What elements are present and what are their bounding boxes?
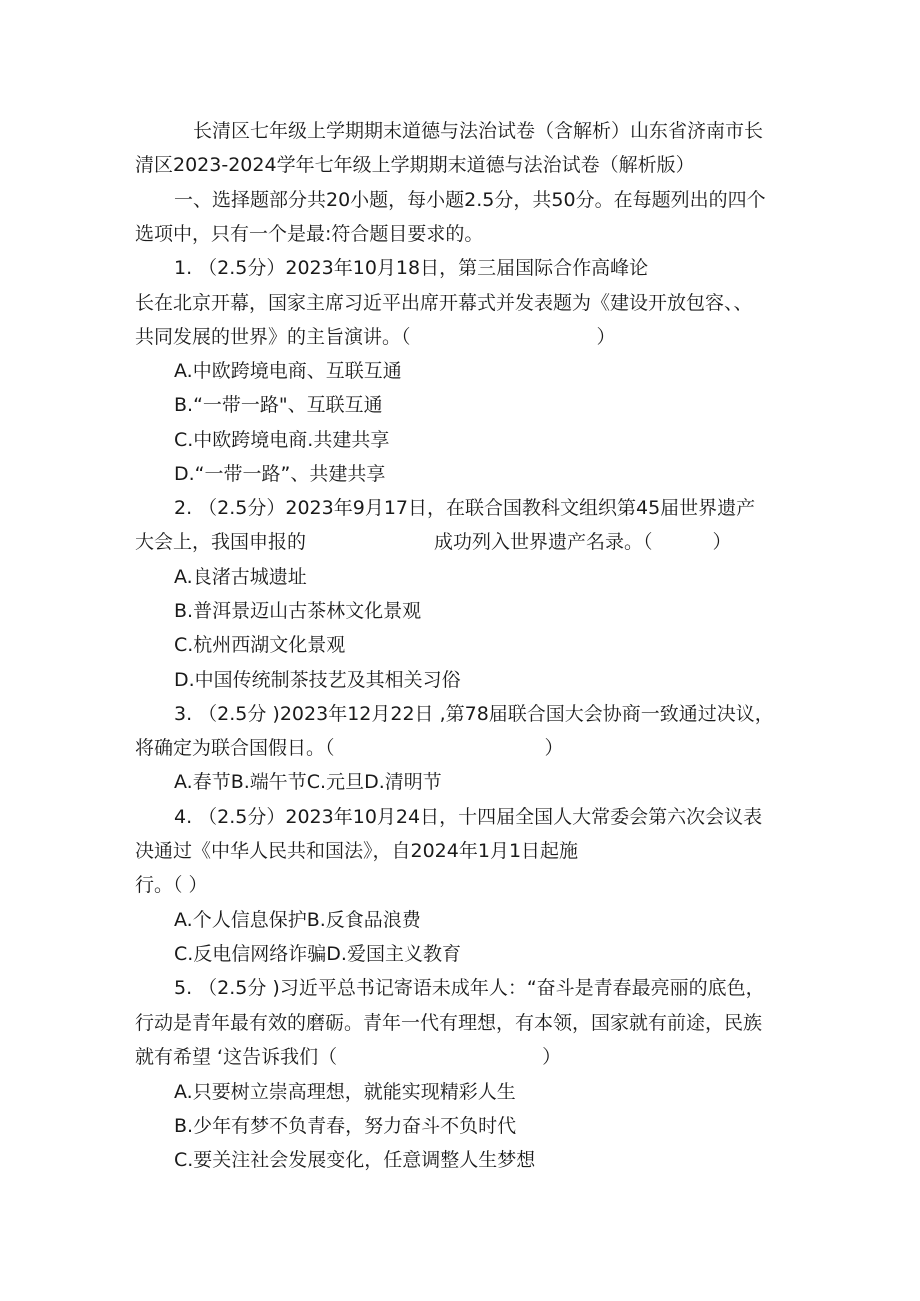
q3-stem-line-2 [135,735,564,761]
q2-bracket-close: ） [712,531,732,553]
q3-stem-line-1: 3. （2.5分 )2023年12月22日 ,第78届联合国大会协商一致通过决议， [174,703,774,725]
q2-stem-line-1: 2. （2.5分）2023年9月17日，在联合国教科文组织第45届世界遗产 [174,497,756,519]
q5-stem-line-2: 行动是青年最有效的磨砺。青年一代有理想，有本领，国家就有前途，民族 [135,1012,763,1034]
title-line-2: 清区2023-2024学年七年级上学期期末道德与法治试卷（解析版） [135,154,695,176]
q5-option-b: B.少年有梦不负青春，努力奋斗不负时代 [174,1115,517,1137]
q4-options-ab: A.个人信息保护B.反食品浪费 [174,909,421,931]
q2-option-b: B.普洱景迈山古茶林文化景观 [174,600,422,622]
q5-option-c: C.要关注社会发展变化，任意调整人生梦想 [174,1149,536,1171]
q2-stem-line-2 [135,529,732,555]
q1-stem-line-1: 1. （2.5分）2023年10月18日，第三届国际合作高峰论 [174,257,649,279]
q2-stem-text-a: 大会上，我国申报的 [135,531,307,553]
q2-option-c: C.杭州西湖文化景观 [174,634,346,656]
q4-stem-line-3: 行。（ ） [135,874,208,896]
q1-bracket-close: ） [596,326,616,348]
title-line-1: 长清区七年级上学期期末道德与法治试卷（含解析）山东省济南市长 [193,120,764,142]
q5-stem-line-1: 5. （2.5分 )习近平总书记寄语未成年人：“奋斗是青春最亮丽的底色， [174,977,765,999]
q2-option-d: D.中国传统制茶技艺及其相关习俗 [174,669,461,691]
q1-option-c: C.中欧跨境电商.共建共享 [174,429,390,451]
section-heading-line-1: 一、选择题部分共20小题，每小题2.5分，共50分。在每题列出的四个 [174,189,766,211]
q1-stem-line-2: 长在北京开幕，国家主席习近平出席开幕式并发表题为《建设开放包容、、 [135,292,753,314]
q2-option-a: A.良渚古城遗址 [174,566,307,588]
q5-bracket-close: ） [542,1046,562,1068]
q3-stem-text: 将确定为联合国假日。（ [135,737,335,759]
q4-stem-line-2: 决通过《中华人民共和国法》，自2024年1月1日起施 [135,840,579,862]
q3-bracket-close: ） [544,737,564,759]
section-heading-line-2: 选项中，只有一个是最:符合题目要求的。 [135,223,484,245]
q4-stem-line-1: 4. （2.5分）2023年10月24日，十四届全国人大常委会第六次会议表 [174,806,763,828]
q1-option-a: A.中欧跨境电商、互联互通 [174,360,402,382]
q1-stem-line-3 [135,324,616,350]
q5-stem-text: 就有希望 ‘这告诉我们（ [135,1046,338,1068]
q5-option-a: A.只要树立崇高理想，就能实现精彩人生 [174,1081,516,1103]
q5-stem-line-3 [135,1044,561,1070]
q1-option-d: D.“一带一路”、共建共享 [174,463,386,485]
q4-options-cd: C.反电信网络诈骗D.爱国主义教育 [174,943,461,965]
q1-stem-text: 共同发展的世界》的主旨演讲。（ [135,326,411,348]
q3-options: A.春节B.端午节C.元旦D.清明节 [174,771,442,793]
q1-option-b: B.“一带一路"、互联互通 [174,394,383,416]
q2-stem-text-b: 成功列入世界遗产名录。（ [434,531,653,553]
